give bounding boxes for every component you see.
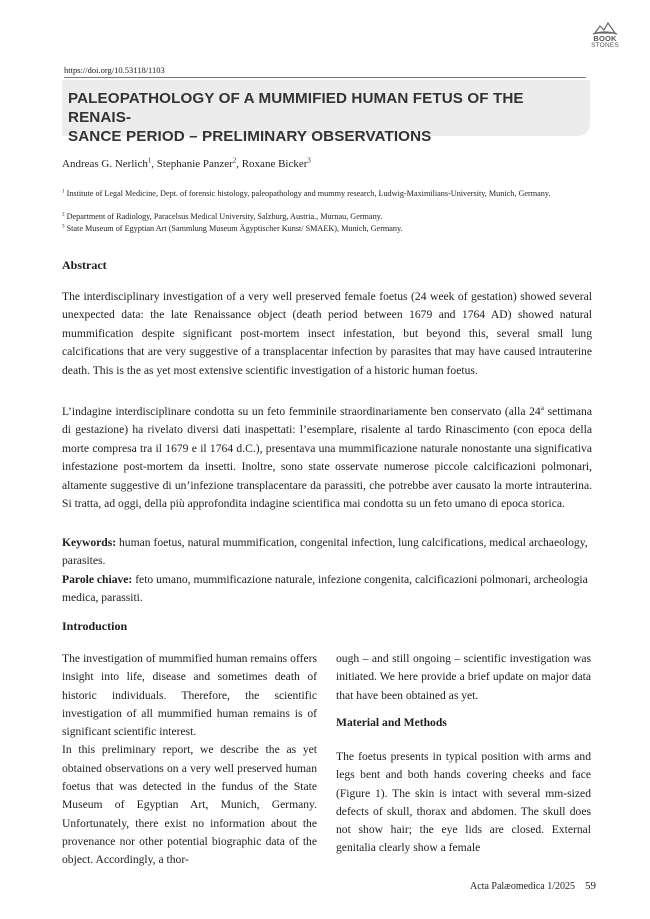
doi-link[interactable]: https://doi.org/10.53118/1103 (64, 65, 165, 75)
keywords-label: Keywords: (62, 536, 117, 549)
keywords (62, 534, 592, 571)
author-name: Andreas G. Nerlich (62, 158, 148, 170)
author-name: Roxane Bicker (241, 158, 308, 170)
methods-heading: Material and Methods (336, 716, 447, 729)
page-footer (470, 880, 596, 892)
author-affiliation-mark: 3 (307, 157, 311, 165)
logo-text-stones: STONES (591, 41, 619, 49)
title-box (62, 80, 590, 145)
intro-paragraph-2-continued: ough – and still ongoing – scientific investigation was initiated. We here provide a brief update on major data that have been obtained as yet. (336, 652, 591, 702)
logo-text-book: BOOK (593, 34, 617, 43)
intro-paragraph-1: The investigation of mummified human remains offers insight into life, disease and sometimes death of historic individuals. Therefore, the scientific investigation of all mummified human remains is of significant scientific interest. (62, 652, 317, 739)
methods-paragraph: The foetus presents in typical position with arms and legs bent and both hands covering cheeks and face (Figure 1). The skin is intact with several mm-sized defects of skull, thorax and abdomen. The skull does not show hair; the eye lids are closed. External genitalia clearly show a female (336, 750, 591, 855)
abstract-italian (62, 403, 592, 513)
affiliation-number: 2 (62, 211, 65, 218)
affiliation-3 (62, 224, 592, 235)
page-number: 59 (584, 880, 596, 892)
affiliation-number: 1 (62, 188, 65, 195)
author-name: Stephanie Panzer (156, 158, 233, 170)
ordinal-superscript: a (540, 404, 544, 413)
parole-text: feto umano, mummificazione naturale, infezione congenita, calcificazioni polmonari, archeologia medica, parassiti. (62, 573, 588, 605)
affiliation-2 (62, 212, 592, 223)
affiliation-text: Department of Radiology, Paracelsus Medical University, Salzburg, Austria., Murnau, Germany. (66, 212, 383, 221)
author-affiliation-mark: 2 (232, 157, 237, 165)
publisher-logo (588, 20, 622, 49)
left-column (62, 650, 317, 870)
affiliation-1 (62, 189, 592, 200)
affiliation-number: 3 (62, 223, 65, 230)
abstract-italian-part: settimana di gestazione) ha rivelato diversi dati inaspettati: l’esemplare, risalente al tardo Rinascimento (con epoca della morte compresa tra il 1679 e il 1764 d.C.), presentava una mummificazione naturale nonostante una significativa infestazione post-mortem da insetti. Inoltre, sono state osservate numerose piccole calcificazioni polmonari, altamente suggestive di un’infezione transplacentare da parassiti, che potrebbe aver causato la morte intrauterina. Si tratta, ad oggi, della più approfondita indagine scientifica mai condotta su un feto umano di epoca storica. (62, 405, 593, 511)
paper-title-line-2: SANCE PERIOD – PRELIMINARY OBSERVATIONS (68, 128, 432, 145)
affiliation-text: State Museum of Egyptian Art (Sammlung Museum Ägyptischer Kunst/ SMAEK), Munich, Germany. (66, 224, 403, 233)
abstract-english: The interdisciplinary investigation of a very well preserved female foetus (24 week of gestation) showed several unexpected data: the late Renaissance object (death period between 1679 and 1764 AD) showed natural mummification despite significant post-mortem insect infestation, but beyond this, several small lung calcifications that are very suggestive of a transplacentar infection by parasites that may have caused intrauterine death. This is the as yet most extensive scientific investigation of a historic human foetus. (62, 290, 592, 377)
parole-chiave (62, 571, 592, 608)
affiliation-text: Institute of Legal Medicine, Dept. of forensic histology, paleopathology and mummy research, Ludwig-Maximilians-University, Munich, Germany. (66, 189, 551, 198)
abstract-italian-part: L’indagine interdisciplinare condotta su un feto femminile straordinariamente ben conservato (alla 24 (62, 405, 541, 418)
introduction-heading: Introduction (62, 619, 128, 633)
doi-divider (64, 77, 586, 78)
intro-paragraph-2: In this preliminary report, we describe the as yet obtained observations on a very well preserved human foetus that was detected in the fundus of the State Museum of Egyptian Art, Munich, Germany. Unfortunately, there exist no information about the provenance nor other potential biographic data of the object. Accordingly, a thor- (62, 743, 317, 867)
author-affiliation-mark: 1 (147, 157, 152, 165)
journal-name: Acta Palæomedica 1/2025 (470, 881, 575, 892)
abstract-heading: Abstract (62, 258, 107, 272)
author-list: Andreas G. Nerlich$^1$, Stephanie Panzer$^2$, Roxane Bicker$^3$ (62, 157, 311, 170)
parole-label: Parole chiave: (62, 573, 133, 586)
keywords-text: human foetus, natural mummification, congenital infection, lung calcifications, medical archaeology, parasites. (62, 536, 588, 568)
paper-title-line-1: PALEOPATHOLOGY OF A MUMMIFIED HUMAN FETUS OF THE RENAIS- (68, 90, 524, 126)
